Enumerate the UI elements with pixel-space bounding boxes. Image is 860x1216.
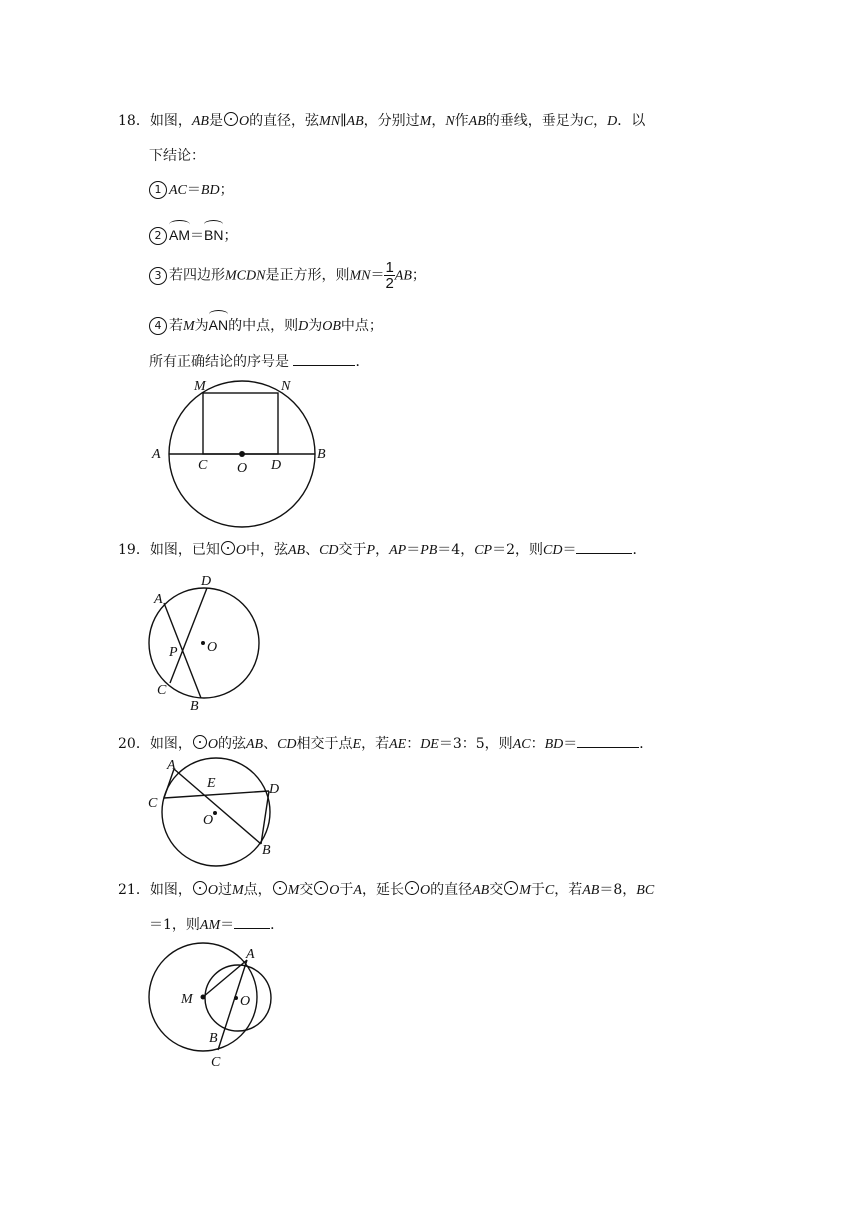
- arc-BN: BN: [204, 221, 223, 245]
- circle-dot-icon: [193, 881, 207, 895]
- arc-AM: AM: [169, 221, 190, 245]
- circled-number-icon: 4: [149, 317, 167, 335]
- center-point-O: [201, 641, 205, 645]
- answer-blank[interactable]: [576, 539, 632, 554]
- q19-number: 19．: [118, 542, 150, 558]
- label-D: D: [271, 458, 282, 473]
- chord-CD: [164, 791, 269, 798]
- label-P: P: [169, 645, 178, 660]
- chord-AB: [174, 769, 261, 844]
- q19-line1: 19．如图，已知 O中，弦AB、CD交于P，AP＝PB＝4，CP＝2，则CD＝ ．: [118, 539, 646, 561]
- label-C: C: [148, 796, 158, 811]
- answer-blank[interactable]: [577, 733, 639, 748]
- circle-dot-icon: [405, 881, 419, 895]
- label-M: M: [181, 992, 193, 1007]
- label-N: N: [281, 379, 291, 394]
- q21-line1: 21．如图， O过M点， M交 O于A，延长 O的直径AB交 M于C，若AB＝8，BC: [118, 882, 655, 898]
- q18-figure: [145, 372, 345, 532]
- label-C: C: [157, 683, 167, 698]
- circle-dot-icon: [221, 541, 235, 555]
- q18-line1: 18．如图，AB是 O的直径，弦MN∥AB，分别过M，N作AB的垂线，垂足为C，D．以: [118, 113, 646, 129]
- q18-conclusion-4: 4 若M为AN的中点，则D为OB中点；: [149, 311, 383, 337]
- point-M: [201, 995, 206, 1000]
- label-D: D: [269, 782, 280, 797]
- label-B: B: [317, 447, 326, 462]
- label-A: A: [152, 447, 161, 462]
- rectangle-MCDN: [203, 393, 278, 454]
- label-E: E: [207, 776, 216, 791]
- q20-line1: 20．如图， O的弦AB、CD相交于点E，若AE：DE＝3：5，则AC：BD＝ ．: [118, 733, 653, 755]
- q18-ask: 所有正确结论的序号是 ．: [149, 351, 369, 372]
- circle-dot-icon: [273, 881, 287, 895]
- circle-dot-icon: [224, 112, 238, 126]
- q21-figure: [145, 942, 285, 1072]
- label-M: M: [194, 379, 206, 394]
- circled-number-icon: 1: [149, 181, 167, 199]
- center-point-O: [239, 451, 245, 457]
- q21-number: 21．: [118, 882, 150, 898]
- center-point-O: [213, 811, 217, 815]
- segment-AC: [164, 769, 174, 798]
- answer-blank[interactable]: [234, 914, 270, 929]
- q18-number: 18．: [118, 113, 150, 129]
- label-D: D: [201, 574, 212, 589]
- label-A: A: [167, 758, 176, 773]
- q20-figure: [145, 756, 290, 871]
- center-point-O: [234, 996, 238, 1000]
- fraction-one-half: $\frac{1}{2}$: [385, 259, 394, 292]
- q18-conclusion-3: 3 若四边形MCDN是正方形，则MN＝ $\frac{1}{2}$ AB；: [149, 260, 426, 291]
- label-C: C: [211, 1055, 221, 1070]
- arc-AN: AN: [209, 311, 228, 335]
- answer-blank[interactable]: [293, 351, 355, 366]
- label-A: A: [154, 592, 163, 607]
- label-C: C: [198, 458, 208, 473]
- q18-conclusion-1: 1 AC＝BD；: [149, 180, 234, 201]
- label-O: O: [207, 640, 218, 655]
- label-B: B: [190, 699, 199, 714]
- label-O: O: [237, 461, 248, 476]
- q20-number: 20．: [118, 736, 150, 752]
- circle-dot-icon: [314, 881, 328, 895]
- label-B: B: [209, 1031, 218, 1046]
- q18-conclusion-2: 2 AM＝BN；: [149, 221, 237, 246]
- circle-dot-icon: [504, 881, 518, 895]
- q21-line2: ＝1，则AM＝ ．: [149, 914, 284, 936]
- label-O: O: [203, 813, 214, 828]
- circled-number-icon: 3: [149, 267, 167, 285]
- label-O: O: [240, 994, 251, 1009]
- q19-figure: [145, 570, 275, 715]
- label-B: B: [262, 843, 271, 858]
- q18-line2: 下结论：: [149, 148, 205, 164]
- circled-number-icon: 2: [149, 227, 167, 245]
- circle-dot-icon: [193, 735, 207, 749]
- chord-CD: [170, 588, 207, 683]
- label-A: A: [246, 947, 255, 962]
